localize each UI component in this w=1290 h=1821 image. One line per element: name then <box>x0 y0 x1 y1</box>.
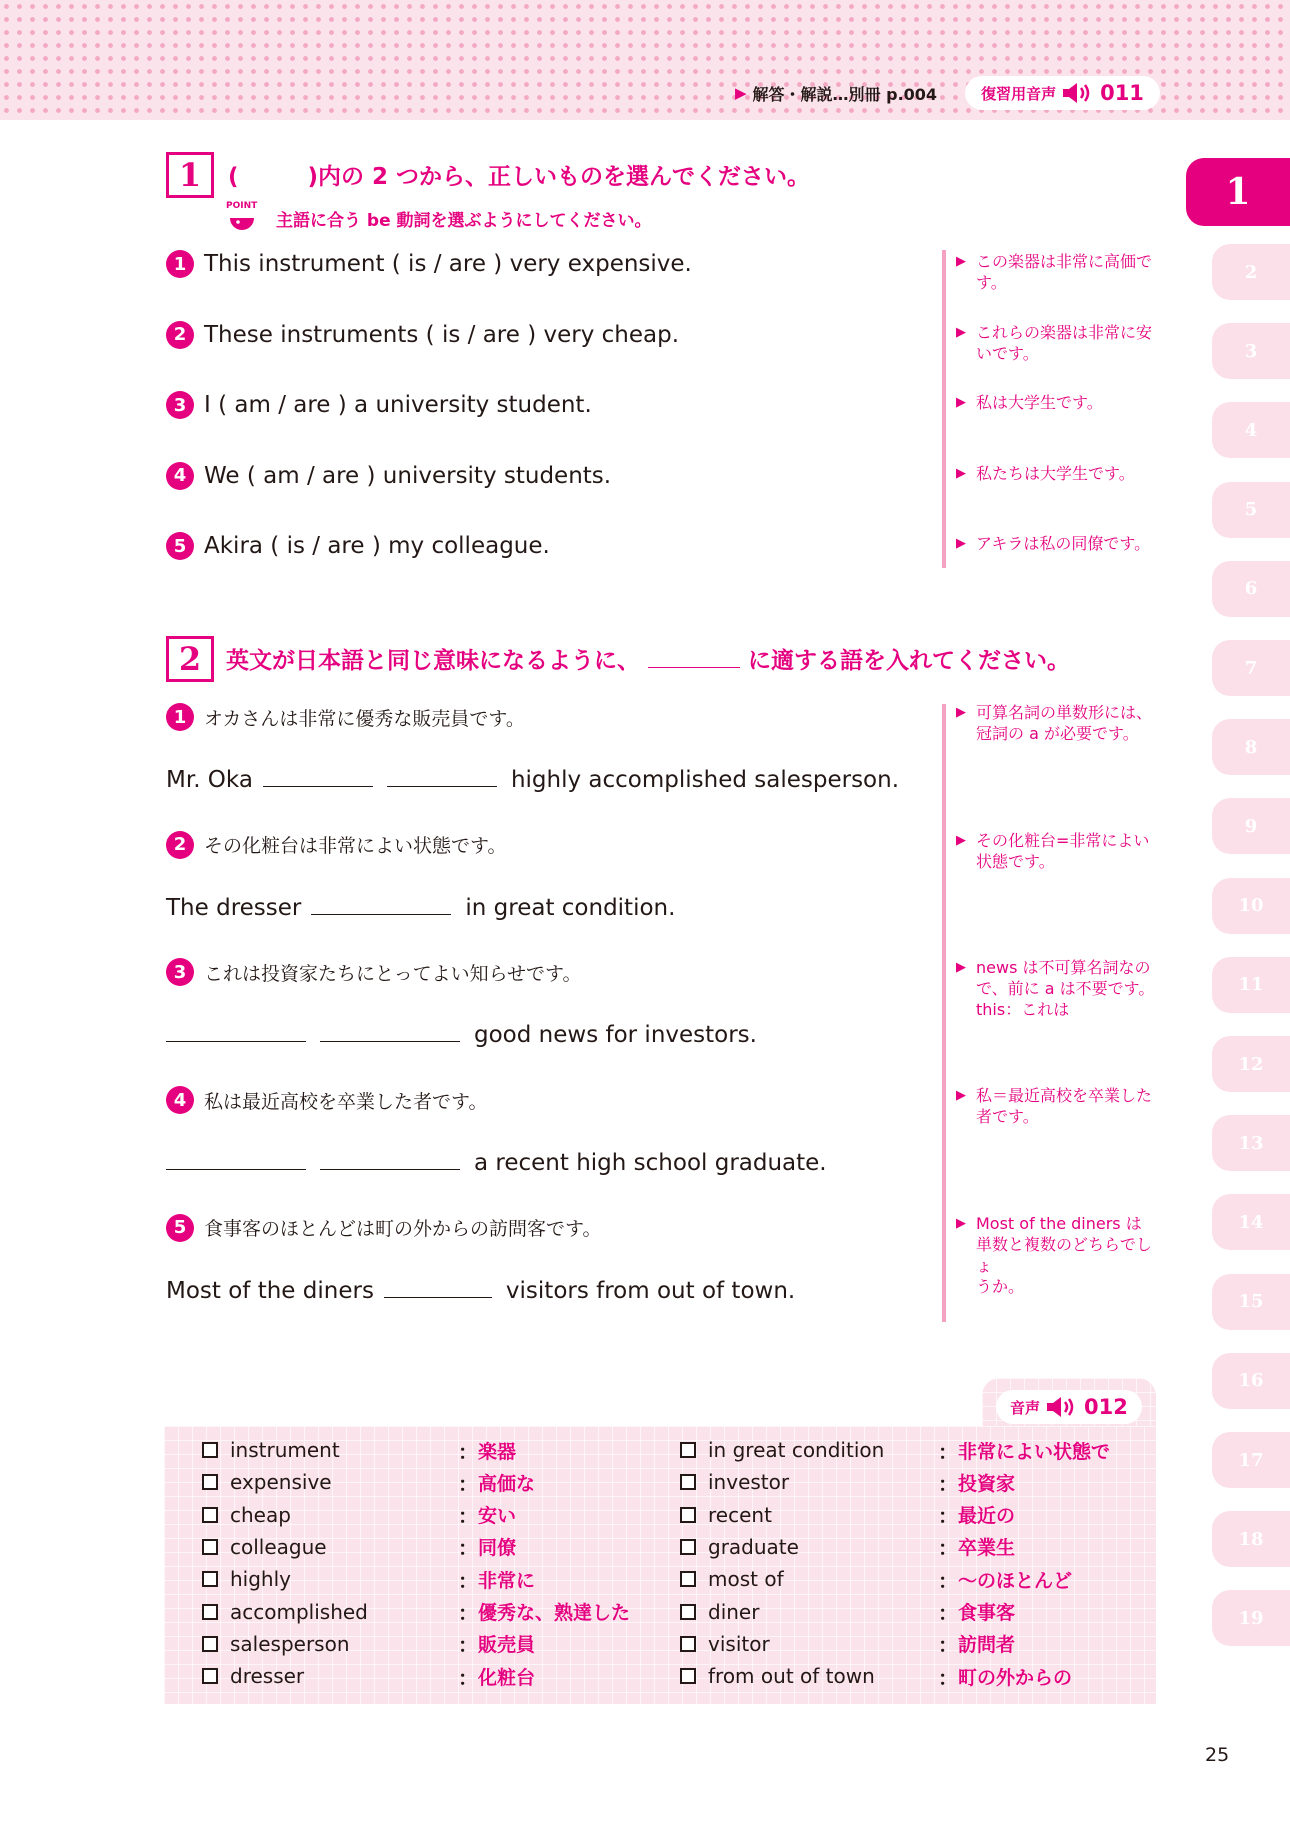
checkbox[interactable] <box>680 1507 696 1523</box>
vocab-english: instrument <box>230 1438 340 1462</box>
answer-suffix: highly accomplished salesperson. <box>510 767 900 793</box>
checkbox[interactable] <box>680 1539 696 1555</box>
question-1-5 <box>166 532 550 560</box>
vocab-english: accomplished <box>230 1599 368 1624</box>
question-number: 4 <box>166 462 194 490</box>
section-2-instruction <box>226 642 1070 675</box>
answer-blank[interactable] <box>166 1041 306 1042</box>
vocab-meaning-row <box>938 1466 1015 1498</box>
vocab-english: recent <box>708 1502 772 1527</box>
vocab-item[interactable] <box>680 1434 884 1466</box>
chapter-tab-19[interactable]: 19 <box>1212 1590 1290 1646</box>
vocab-meaning-row <box>458 1434 516 1466</box>
section-1-number: 1 <box>166 152 214 198</box>
section-1-point-text: 主語に合う be 動詞を選ぶようにしてください。 <box>276 211 652 231</box>
question-number: 2 <box>166 321 194 349</box>
hint-1-2: ▶ これらの楽器は非常に安 いです。 <box>956 322 1166 364</box>
answer-suffix: visitors from out of town. <box>505 1277 796 1304</box>
vocab-japanese: 非常によい状態で <box>958 1440 1111 1463</box>
question-2-2 <box>166 831 506 859</box>
vocab-audio-label: 音声 <box>1010 1398 1041 1417</box>
vocab-japanese: 食事客 <box>958 1602 1016 1624</box>
question-1-3 <box>166 391 592 419</box>
question-japanese: これは投資家たちにとってよい知らせです。 <box>204 962 582 985</box>
chapter-tab-1[interactable]: 1 <box>1186 158 1290 226</box>
question-number: 1 <box>166 703 194 731</box>
vocab-meaning-row <box>938 1628 1015 1660</box>
vocab-meaning-row <box>458 1466 535 1498</box>
checkbox[interactable] <box>202 1604 218 1620</box>
question-1-4 <box>166 462 611 490</box>
vocab-meaning-row <box>938 1434 1110 1466</box>
vocab-english: highly <box>230 1567 291 1592</box>
chapter-tab-11[interactable]: 11 <box>1212 957 1290 1013</box>
vocab-item[interactable] <box>202 1499 291 1531</box>
question-2-5 <box>166 1214 601 1242</box>
vocab-english: expensive <box>230 1470 332 1495</box>
answer-blank[interactable] <box>311 914 451 915</box>
chapter-tab-9[interactable]: 9 <box>1212 798 1290 854</box>
answer-blank[interactable] <box>384 1297 492 1298</box>
answer-suffix: a recent high school graduate. <box>474 1150 827 1177</box>
chapter-tab-5[interactable]: 5 <box>1212 482 1290 538</box>
vocab-colon: ： <box>938 1536 958 1561</box>
vocab-meaning-row <box>938 1531 1015 1563</box>
checkbox[interactable] <box>202 1636 218 1652</box>
vocab-colon: ： <box>458 1665 478 1690</box>
vocab-japanese: 投資家 <box>958 1472 1016 1495</box>
vocab-item[interactable] <box>680 1596 759 1628</box>
question-2-1 <box>166 703 525 731</box>
checkbox[interactable] <box>680 1668 696 1684</box>
question-japanese: 食事客のほとんどは町の外からの訪問客です。 <box>204 1218 602 1241</box>
answer-blank[interactable] <box>166 1169 306 1170</box>
vocab-english: investor <box>708 1470 790 1495</box>
chapter-tab-15[interactable]: 15 <box>1212 1274 1290 1330</box>
vocab-item[interactable] <box>680 1499 772 1531</box>
speaker-icon <box>1062 82 1094 104</box>
vocab-japanese: 優秀な、熟達した <box>478 1602 631 1624</box>
section-2-instruction-b: に適する語を入れてください。 <box>748 648 1070 674</box>
section-2-number: 2 <box>166 636 214 682</box>
vocab-colon: ： <box>458 1568 478 1593</box>
vocab-english: from out of town <box>708 1664 875 1689</box>
question-number: 2 <box>166 831 194 859</box>
question-number: 5 <box>166 532 194 560</box>
vocab-colon: ： <box>938 1439 958 1464</box>
checkbox[interactable] <box>680 1604 696 1620</box>
answer-line-2 <box>166 895 675 921</box>
vocab-meaning-row <box>458 1563 535 1595</box>
answer-line-3 <box>166 1022 757 1048</box>
question-number: 4 <box>166 1086 194 1114</box>
question-text[interactable]: This instrument ( is / are ) very expensive. <box>204 251 692 277</box>
vocab-colon: ： <box>458 1633 478 1658</box>
vocab-japanese: 卒業生 <box>958 1537 1016 1560</box>
vocab-colon: ： <box>938 1633 958 1658</box>
vocab-japanese: 販売員 <box>478 1634 536 1657</box>
question-text[interactable]: I ( am / are ) a university student. <box>204 392 592 418</box>
vocab-item[interactable] <box>680 1628 770 1660</box>
vocab-item[interactable] <box>202 1563 291 1595</box>
play-triangle-icon: ▶ <box>735 84 747 102</box>
vocab-colon: ： <box>458 1536 478 1561</box>
vocab-japanese: 町の外からの <box>958 1666 1073 1689</box>
point-label-text: POINT <box>226 201 258 211</box>
review-audio-number: 011 <box>1100 81 1144 105</box>
question-number: 3 <box>166 958 194 986</box>
speaker-icon <box>1046 1396 1078 1418</box>
vocab-meaning-row <box>458 1499 516 1531</box>
vocab-colon: ： <box>938 1568 958 1593</box>
vocab-meaning-row <box>458 1596 630 1628</box>
answer-suffix: good news for investors. <box>474 1022 757 1049</box>
vocab-item[interactable] <box>680 1563 784 1595</box>
answer-blank[interactable] <box>263 786 373 787</box>
answer-blank[interactable] <box>387 786 497 787</box>
hint-1-1: ▶ この楽器は非常に高価で す。 <box>956 251 1166 293</box>
answer-reference: 解答・解説…別冊 p.004 <box>752 84 938 104</box>
chapter-tab-8[interactable]: 8 <box>1212 719 1290 775</box>
question-1-2 <box>166 321 679 349</box>
vocab-item[interactable] <box>202 1628 350 1660</box>
chapter-tab-14[interactable]: 14 <box>1212 1194 1290 1250</box>
checkbox[interactable] <box>202 1507 218 1523</box>
chapter-tab-16[interactable]: 16 <box>1212 1353 1290 1409</box>
vocab-item[interactable] <box>202 1660 304 1692</box>
answer-blank[interactable] <box>320 1169 460 1170</box>
chapter-tab-7[interactable]: 7 <box>1212 640 1290 696</box>
answer-line-1 <box>166 767 899 793</box>
section-2-instruction-a: 英文が日本語と同じ意味になるように、 <box>226 648 640 674</box>
vocab-english: graduate <box>708 1534 799 1559</box>
question-text[interactable]: We ( am / are ) university students. <box>204 462 612 489</box>
point-icon <box>222 196 262 236</box>
chapter-tab-3[interactable]: 3 <box>1212 323 1290 379</box>
vocab-colon: ： <box>458 1504 478 1529</box>
vocab-japanese: 楽器 <box>478 1440 517 1463</box>
hint-1-5: ▶ アキラは私の同僚です。 <box>956 533 1166 554</box>
review-audio-pill[interactable] <box>965 76 1160 110</box>
vocab-item[interactable] <box>202 1434 340 1466</box>
answer-prefix: Mr. Oka <box>166 767 253 793</box>
question-2-4 <box>166 1086 487 1114</box>
vocab-japanese: 訪問者 <box>958 1634 1016 1657</box>
vocab-japanese: 同僚 <box>478 1537 517 1560</box>
checkbox[interactable] <box>680 1571 696 1587</box>
checkbox[interactable] <box>202 1539 218 1555</box>
vocab-colon: ： <box>938 1504 958 1529</box>
vocab-japanese: 安い <box>478 1505 517 1528</box>
instruction-blank <box>648 667 740 668</box>
hint-2-5: ▶ Most of the diners は 単数と複数のどちらでしょ うか。 <box>956 1213 1166 1297</box>
hint-2-1: ▶ 可算名詞の単数形には、 冠詞の a が必要です。 <box>956 702 1166 744</box>
question-number: 1 <box>166 250 194 278</box>
hint-1-3: ▶ 私は大学生です。 <box>956 392 1166 413</box>
vocab-japanese: 高価な <box>478 1472 536 1495</box>
vocab-meaning-row <box>938 1660 1072 1692</box>
vocab-english: colleague <box>230 1534 327 1559</box>
answer-line-5 <box>166 1278 795 1304</box>
vocab-english: diner <box>708 1599 760 1624</box>
question-1-1 <box>166 250 692 278</box>
hint-1-4: ▶ 私たちは大学生です。 <box>956 463 1166 484</box>
vocab-meaning-row <box>458 1660 535 1692</box>
vocab-japanese: 最近の <box>958 1505 1016 1528</box>
vocab-meaning-row <box>938 1596 1015 1628</box>
vocab-meaning-row <box>938 1499 1015 1531</box>
chapter-tab-13[interactable]: 13 <box>1212 1115 1290 1171</box>
vocab-meaning-row <box>458 1531 516 1563</box>
vocab-english: cheap <box>230 1502 291 1527</box>
vocab-item[interactable] <box>680 1531 799 1563</box>
chapter-tab-18[interactable]: 18 <box>1212 1511 1290 1567</box>
vocab-audio-pill[interactable] <box>996 1390 1142 1424</box>
hint-2-2: ▶ その化粧台=非常によい 状態です。 <box>956 830 1166 872</box>
checkbox[interactable] <box>202 1571 218 1587</box>
section-1-instruction: ( )内の 2 つから、正しいものを選んでください。 <box>228 164 811 190</box>
vocab-item[interactable] <box>202 1466 332 1498</box>
chapter-tab-10[interactable]: 10 <box>1212 878 1290 934</box>
page-number: 25 <box>1205 1744 1230 1766</box>
vocab-japanese: 非常に <box>478 1569 536 1592</box>
vocab-meaning-row <box>938 1563 1072 1595</box>
checkbox[interactable] <box>202 1668 218 1684</box>
vocab-colon: ： <box>938 1471 958 1496</box>
checkbox[interactable] <box>202 1442 218 1458</box>
vocab-colon: ： <box>458 1439 478 1464</box>
section-1-hint-rule <box>942 250 946 568</box>
header-info <box>735 76 1160 110</box>
vocab-english: salesperson <box>230 1631 350 1656</box>
answer-suffix: in great condition. <box>465 894 676 921</box>
answer-prefix: The dresser <box>166 894 302 921</box>
vocab-colon: ： <box>938 1601 958 1625</box>
vocab-item[interactable] <box>680 1466 789 1498</box>
hint-2-3: ▶ news は不可算名詞なの で、前に a は不要です。 this：これは <box>956 957 1166 1020</box>
vocab-english: most of <box>708 1567 784 1592</box>
vocab-meaning-row <box>458 1628 535 1660</box>
chapter-tab-4[interactable]: 4 <box>1212 402 1290 458</box>
vocab-item[interactable] <box>680 1660 875 1692</box>
vocab-item[interactable] <box>202 1531 327 1563</box>
question-text[interactable]: These instruments ( is / are ) very cheap. <box>204 321 680 348</box>
checkbox[interactable] <box>202 1474 218 1490</box>
hint-2-4: ▶ 私＝最近高校を卒業した 者です。 <box>956 1085 1166 1127</box>
checkbox[interactable] <box>680 1442 696 1458</box>
question-2-3 <box>166 958 582 986</box>
answer-prefix: Most of the diners <box>166 1277 374 1304</box>
vocab-english: in great condition <box>708 1438 885 1462</box>
checkbox[interactable] <box>680 1474 696 1490</box>
question-number: 3 <box>166 391 194 419</box>
question-japanese: その化粧台は非常によい状態です。 <box>204 835 507 858</box>
question-japanese: 私は最近高校を卒業した者です。 <box>204 1090 488 1113</box>
vocab-item[interactable] <box>202 1596 368 1628</box>
vocab-audio-number: 012 <box>1084 1395 1128 1419</box>
question-text[interactable]: Akira ( is / are ) my colleague. <box>204 533 550 559</box>
vocab-english: dresser <box>230 1664 305 1689</box>
vocab-colon: ： <box>458 1601 478 1625</box>
answer-line-4 <box>166 1150 827 1176</box>
chapter-tab-12[interactable]: 12 <box>1212 1036 1290 1092</box>
chapter-tab-6[interactable]: 6 <box>1212 561 1290 617</box>
question-number: 5 <box>166 1214 194 1242</box>
vocab-colon: ： <box>458 1471 478 1496</box>
review-audio-label: 復習用音声 <box>981 84 1057 103</box>
vocab-japanese: 化粧台 <box>478 1666 536 1689</box>
vocab-japanese: ～のほとんど <box>958 1569 1073 1592</box>
question-japanese: オカさんは非常に優秀な販売員です。 <box>204 707 525 730</box>
vocab-english: visitor <box>708 1631 770 1656</box>
vocab-colon: ： <box>938 1665 958 1690</box>
section-2-hint-rule <box>942 704 946 1322</box>
chapter-tab-2[interactable]: 2 <box>1212 244 1290 300</box>
answer-blank[interactable] <box>320 1041 460 1042</box>
chapter-tab-17[interactable]: 17 <box>1212 1432 1290 1488</box>
checkbox[interactable] <box>680 1636 696 1652</box>
